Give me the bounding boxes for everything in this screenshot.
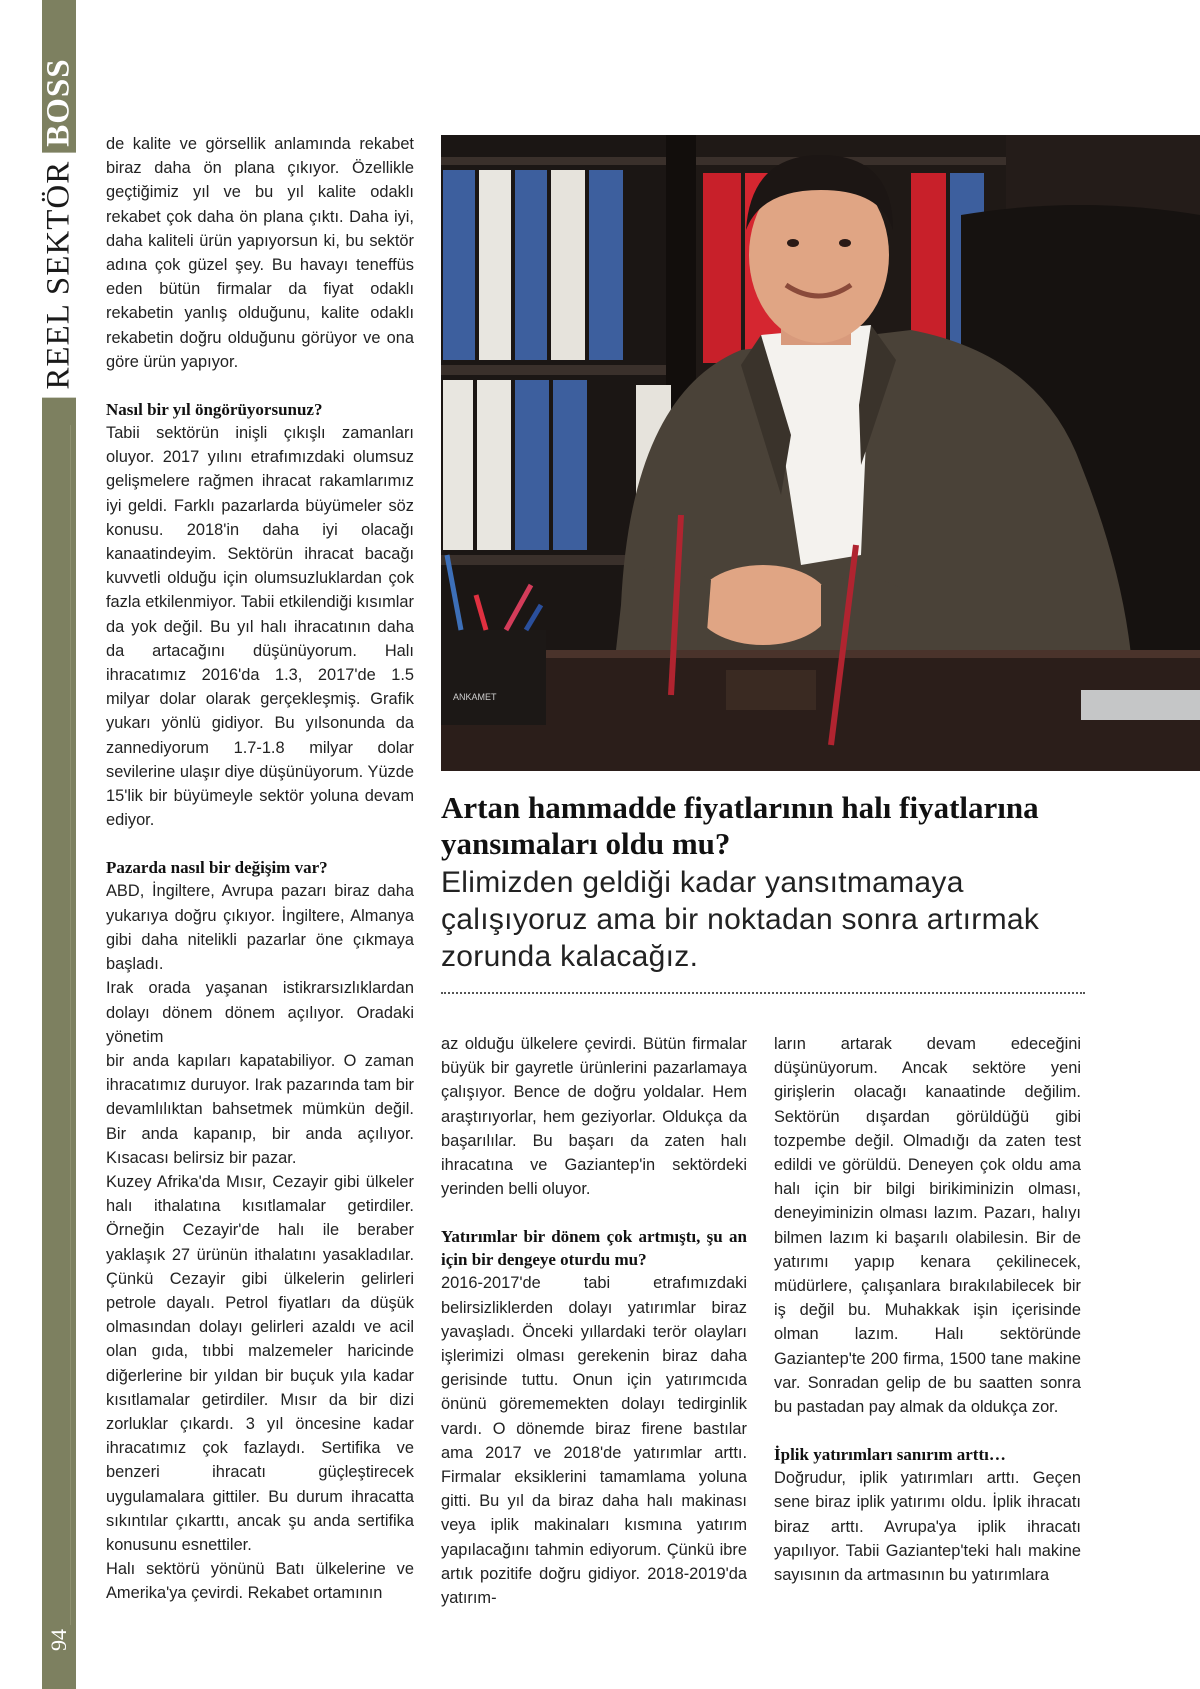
sidebar-rule bbox=[70, 425, 71, 1625]
dotted-divider bbox=[441, 992, 1085, 994]
section-name: REEL SEKTÖR bbox=[41, 153, 77, 398]
section-label bbox=[42, 40, 76, 410]
page-number: 94 bbox=[46, 1629, 71, 1651]
question-heading: İplik yatırımları sanırım arttı… bbox=[774, 1445, 1006, 1465]
paragraph: Irak orada yaşanan istikrarsızlıklardan dolayı dönem dönem açılıyor. Oradaki yönetim bbox=[106, 979, 414, 1046]
paragraph: 2016-2017'de tabi etrafımızdaki belirsizliklerden dolayı yatırımlar biraz yavaşladı. Önceki yıllardaki terör olayları işlerimizi olması gerekenin biraz daha gerisinde tuttu. Onun için yatırımcıda önünü görememekten dolayı tedirginlik vardı. O dönemde biraz firene bastılar ama 2017 ve 2018'de yatırımlar arttı. Firmalar eksiklerini tamamlama yoluna gitti. Bu yıl da biraz daha halı makinası veya iplik makinaları kısmına yatırım yapılacağını tahmin ediyorum. Çünkü ibre artık pozitife doğru gidiyor. 2018-2019'da yatırım- bbox=[441, 1274, 747, 1608]
question-heading: Yatırımlar bir dönem çok artmıştı, şu an için bir dengeye oturdu mu? bbox=[441, 1227, 747, 1270]
paragraph: Halı sektörü yönünü Batı ülkelerine ve Amerika'ya çevirdi. Rekabet ortamının bbox=[106, 1560, 414, 1603]
paragraph: bir anda kapıları kapatabiliyor. O zaman ihracatımız duruyor. Irak pazarında tam bir devamlılıktan bahsetmek mümkün değil. Bir anda kapanıp, bir anda açılıyor. Kısacası belirsiz bir pazar. bbox=[106, 1051, 414, 1167]
pull-quote bbox=[441, 790, 1081, 975]
clasped-hands bbox=[695, 565, 831, 645]
brand-logo: BOSS bbox=[40, 58, 77, 147]
paragraph: ların artarak devam edeceğini düşünüyorum. Ancak sektöre yeni girişlerin olacağı kanaatinde değilim. Sektörün dışardan görüldüğü gibi tozpembe değil. Olmadığı da zaten test edildi ve görüldü. Deneyen çok oldu ama halı için bir bilgi birikiminizin olması, deneyiminizin olması lazım. Pazarı, halıyı bilmen lazım ki başarılı olabilesin. Bir de yatırımı yapıp kenara çekilinecek, müdürlere, çalışanlara bırakılabilecek bir iş değil bu. Muhakkak işin içerisinde olman lazım. Halı sektöründe Gaziantep'te 200 firma, 1500 tane makine var. Sonradan gelip de bu saatten sonra bu pastadan pay almak da oldukça zor. bbox=[774, 1035, 1081, 1417]
portrait-photo bbox=[441, 135, 1200, 771]
binder-group-bottom-left bbox=[443, 380, 587, 550]
article-column-1 bbox=[106, 132, 414, 1606]
question-heading: Nasıl bir yıl öngörüyorsunuz? bbox=[106, 400, 323, 420]
pull-quote-answer: Elimizden geldiği kadar yansıtmamaya çalışıyoruz ama bir noktadan sonra artırmak zorunda kalacağız. bbox=[441, 866, 1040, 973]
pull-quote-question: Artan hammadde fiyatlarının halı fiyatlarına yansımaları oldu mu? bbox=[441, 790, 1039, 861]
article-column-2 bbox=[441, 1032, 747, 1610]
paragraph: Tabii sektörün inişli çıkışlı zamanları oluyor. 2017 yılını etrafımızdaki olumsuz gelişmelere rağmen ihracat rakamlarımız iyi geldi. Farklı pazarlarda büyümeler söz konusu. 2018'in daha iyi olacağı kanaatindeyim. Sektörün ihracat bacağı kuvvetli olduğu için olumsuzluklardan çok fazla etkilenmiyor. Tabii etkilendiği kısımlar da yok değil. Bu yıl halı ihracatının daha da artacağını düşünüyorum. Halı ihracatımız 2016'da 1.3, 2017'de 1.5 milyar dolar olarak gerçekleşmiş. Grafik yukarı yönlü gidiyor. Bu yılsonunda da zannediyorum 1.7-1.8 milyar dolar sevilerine ulaşır diye düşünüyorum. Yüzde 15'lik bir büyümeyle sektör yoluna devam ediyor. bbox=[106, 424, 414, 830]
article-column-3 bbox=[774, 1032, 1081, 1587]
paragraph: de kalite ve görsellik anlamında rekabet biraz daha ön plana çıkıyor. Özellikle geçtiğimiz yıl ve bu yıl kalite odaklı rekabet çok daha ön plana çıktı. Daha iyi, daha kaliteli ürün yapıyorsun ki, bu sektör adına çok güzel şey. Bu havayı teneffüs eden bütün firmalar da fiyat odaklı rekabetin yanlış olduğunu, kalite odaklı rekabetin doğru olduğunu görüyor ve ona göre ürün yapıyor. bbox=[106, 135, 414, 371]
paragraph: Doğrudur, iplik yatırımları arttı. Geçen sene biraz iplik yatırımı oldu. İplik ihracatı biraz arttı. Avrupa'ya iplik ihracatı yapılıyor. Tabii Gaziantep'teki halı makine sayısının da artmasının bu yatırımlara bbox=[774, 1469, 1081, 1585]
paragraph: ABD, İngiltere, Avrupa pazarı biraz daha yukarıya doğru çıkıyor. İngiltere, Almanya gibi daha nitelikli pazarlar öne çıkmaya başladı. bbox=[106, 882, 414, 974]
pen-holder-label: ANKAMET bbox=[453, 692, 497, 702]
pen-holder bbox=[441, 630, 546, 725]
office-portrait-illustration bbox=[441, 135, 1200, 771]
question-heading: Pazarda nasıl bir değişim var? bbox=[106, 858, 328, 878]
paragraph: Kuzey Afrika'da Mısır, Cezayir gibi ülkeler halı ithalatına kısıtlamalar getirdiler. Örneğin Cezayir'de halı ile beraber yaklaşık 27 ürünün ithalatını yasakladılar. Çünkü Cezayir gibi ülkelerin gelirleri petrole dayalı. Petrol fiyatları da düşük olmasından dolayı gelirleri azaldı ve acil olan gıda, tıbbi malzemeler haricinde diğerlerine bir yıldan bir buçuk yıla kadar kısıtlamalar getirdiler. Mısır da bir dizi zorluklar çıkardı. 3 yıl öncesine kadar ihracatımız çok fazlaydı. Sertifika ve benzeri ihracatı güçleştirecek uygulamalara gittiler. Bu durum ihracatta sıkıntılar çıkarttı, ancak şu anda sertifika konusunu esnettiler. bbox=[106, 1172, 414, 1554]
paragraph: az olduğu ülkelere çevirdi. Bütün firmalar büyük bir gayretle ürünlerini pazarlamaya çalışıyor. Bence de doğru yoldalar. Hem araştırıyorlar, hem geziyorlar. Oldukça da başarılılar. Bu başarı da zaten halı ihracatına ve Gaziantep'in sektördeki yerinden belli oluyor. bbox=[441, 1035, 747, 1199]
binder-group-top-left bbox=[443, 170, 623, 360]
